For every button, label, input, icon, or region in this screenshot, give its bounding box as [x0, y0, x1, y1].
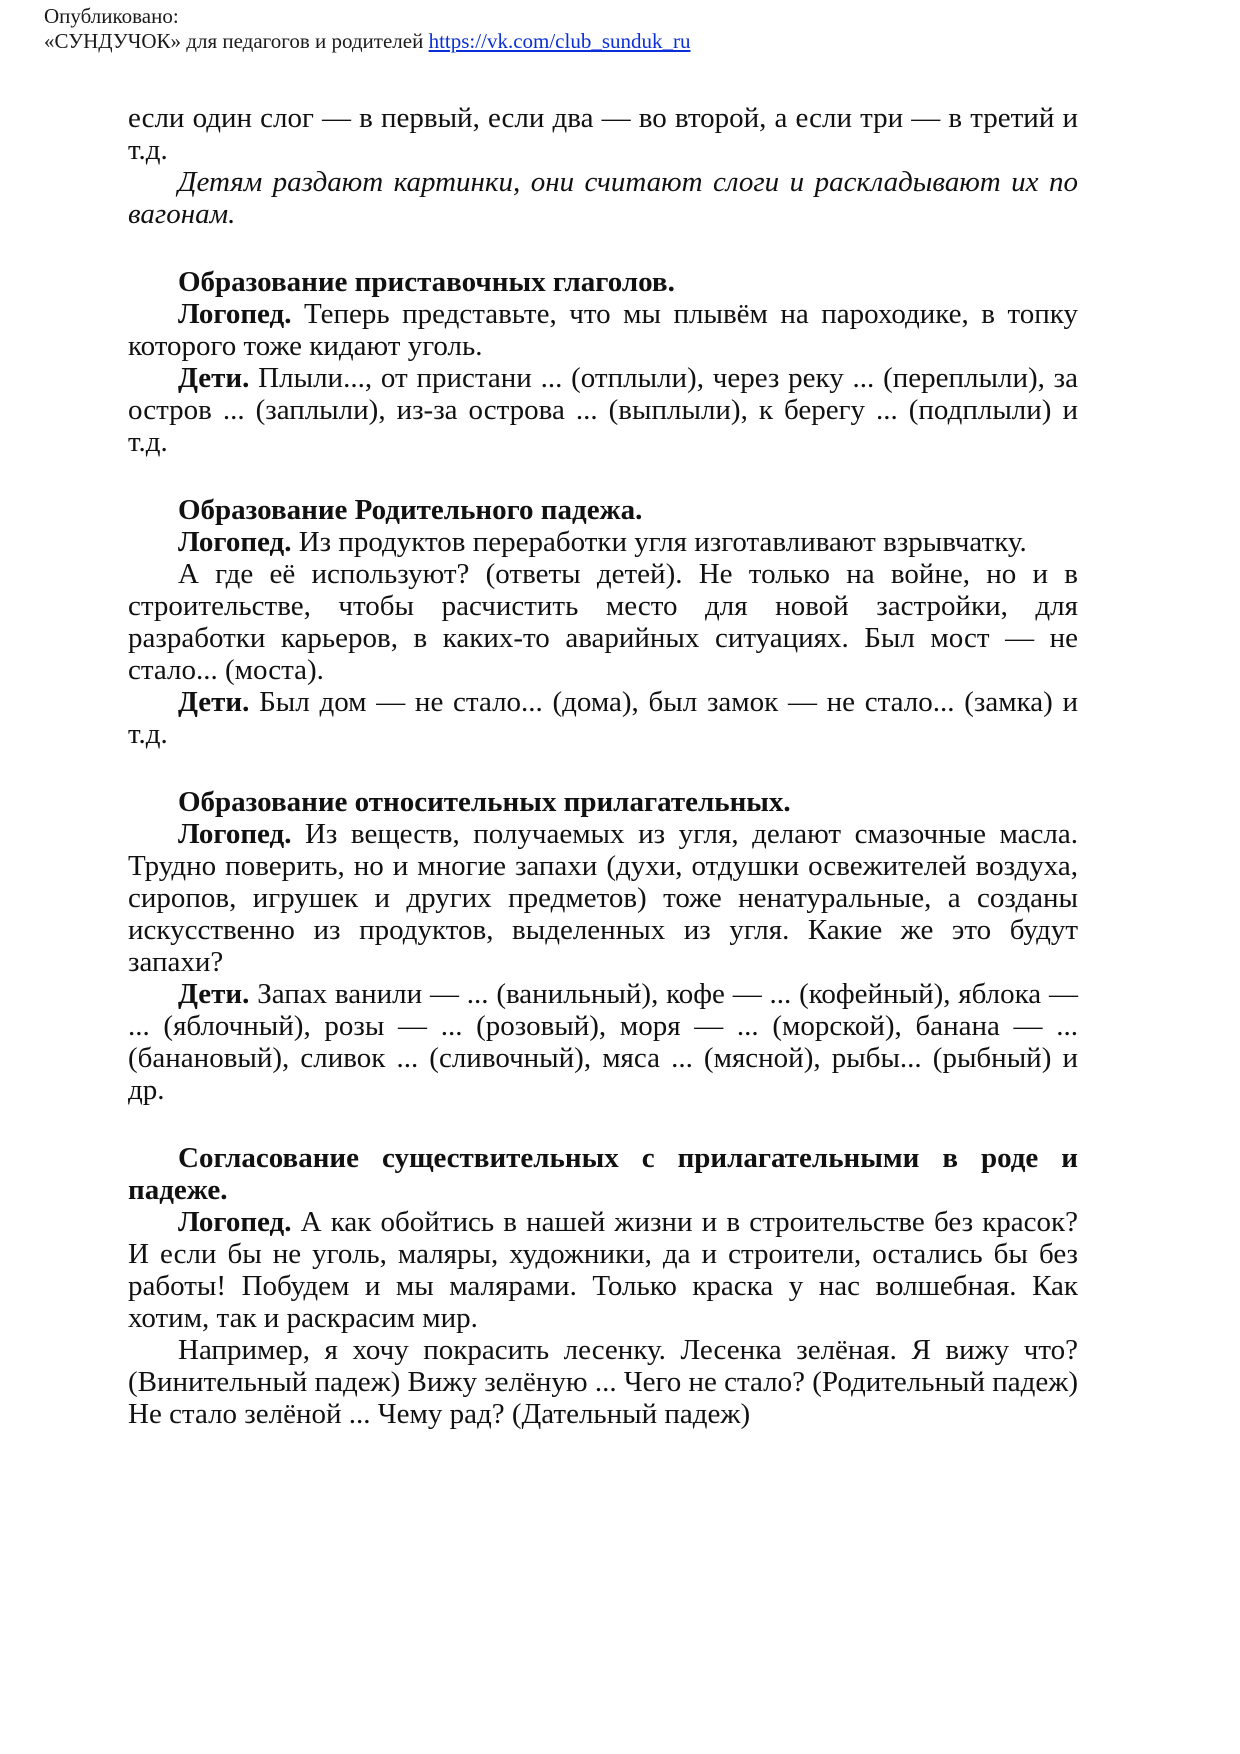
- publisher-link[interactable]: https://vk.com/club_sunduk_ru: [428, 29, 691, 53]
- speaker-label: Дети.: [178, 686, 250, 718]
- paragraph: А где её используют? (ответы детей). Не только на войне, но и в строительстве, чтобы расчистить место для новой застройки, для разработки карьеров, в каких-то аварийных ситуациях. Был мост — не стало... (моста).: [128, 558, 1078, 686]
- paragraph: [128, 686, 1078, 750]
- section-heading: Согласование существительных с прилагательными в роде и падеже.: [128, 1142, 1078, 1206]
- paragraph: [128, 818, 1078, 978]
- paragraph: Например, я хочу покрасить лесенку. Лесенка зелёная. Я вижу что? (Винительный падеж) Вижу зелёную ... Чего не стало? (Родительный падеж) Не стало зелёной ... Чему рад? (Дательный падеж): [128, 1334, 1078, 1430]
- speaker-label: Логопед.: [178, 818, 292, 850]
- paragraph: [128, 298, 1078, 362]
- paragraph-text: Из продуктов переработки угля изготавливают взрывчатку.: [291, 526, 1027, 558]
- paragraph-text: Теперь представьте, что мы плывём на пароходике, в топку которого тоже кидают уголь.: [128, 298, 1078, 362]
- publication-header: [44, 4, 691, 54]
- speaker-label: Логопед.: [178, 1206, 292, 1238]
- paragraph: [128, 978, 1078, 1106]
- document-page: [128, 102, 1078, 1430]
- paragraph-text: Плыли..., от пристани ... (отплыли), через реку ... (переплыли), за остров ... (заплыли), из-за острова ... (выплыли), к берегу ... (подплыли) и т.д.: [128, 362, 1078, 458]
- paragraph-text: Был дом — не стало... (дома), был замок — не стало... (замка) и т.д.: [128, 686, 1078, 750]
- paragraph: [128, 1206, 1078, 1334]
- section-heading: Образование Родительного падежа.: [178, 494, 643, 526]
- section-heading: Образование приставочных глаголов.: [178, 266, 675, 298]
- paragraph-text: А как обойтись в нашей жизни и в строительстве без красок? И если бы не уголь, маляры, художники, да и строители, остались бы без работы! Побудем и мы малярами. Только краска у нас волшебная. Как хотим, так и раскрасим мир.: [128, 1206, 1078, 1334]
- paragraph: [128, 362, 1078, 458]
- paragraph: [128, 526, 1078, 558]
- speaker-label: Логопед.: [178, 298, 292, 330]
- instruction-paragraph: Детям раздают картинки, они считают слоги и раскладывают их по вагонам.: [128, 166, 1078, 230]
- publisher-line: [44, 29, 691, 54]
- publisher-name: «СУНДУЧОК» для педагогов и родителей: [44, 29, 424, 53]
- paragraph-text: Из веществ, получаемых из угля, делают смазочные масла. Трудно поверить, но и многие запахи (духи, отдушки освежителей воздуха, сиропов, игрушек и других предметов) тоже ненатуральные, а созданы искусственно из продуктов, выделенных из угля. Какие же это будут запахи?: [128, 818, 1078, 978]
- speaker-label: Дети.: [178, 362, 250, 394]
- speaker-label: Логопед.: [178, 526, 292, 558]
- paragraph-text: Запах ванили — ... (ванильный), кофе — ... (кофейный), яблока — ... (яблочный), розы — ... (розовый), моря — ... (морской), банана — ... (банановый), сливок ... (сливочный), мяса ... (мясной), рыбы... (рыбный) и др.: [128, 978, 1078, 1106]
- speaker-label: Дети.: [178, 978, 250, 1010]
- section-heading: Образование относительных прилагательных.: [178, 786, 791, 818]
- published-label: Опубликовано:: [44, 4, 179, 28]
- paragraph: если один слог — в первый, если два — во второй, а если три — в третий и т.д.: [128, 102, 1078, 166]
